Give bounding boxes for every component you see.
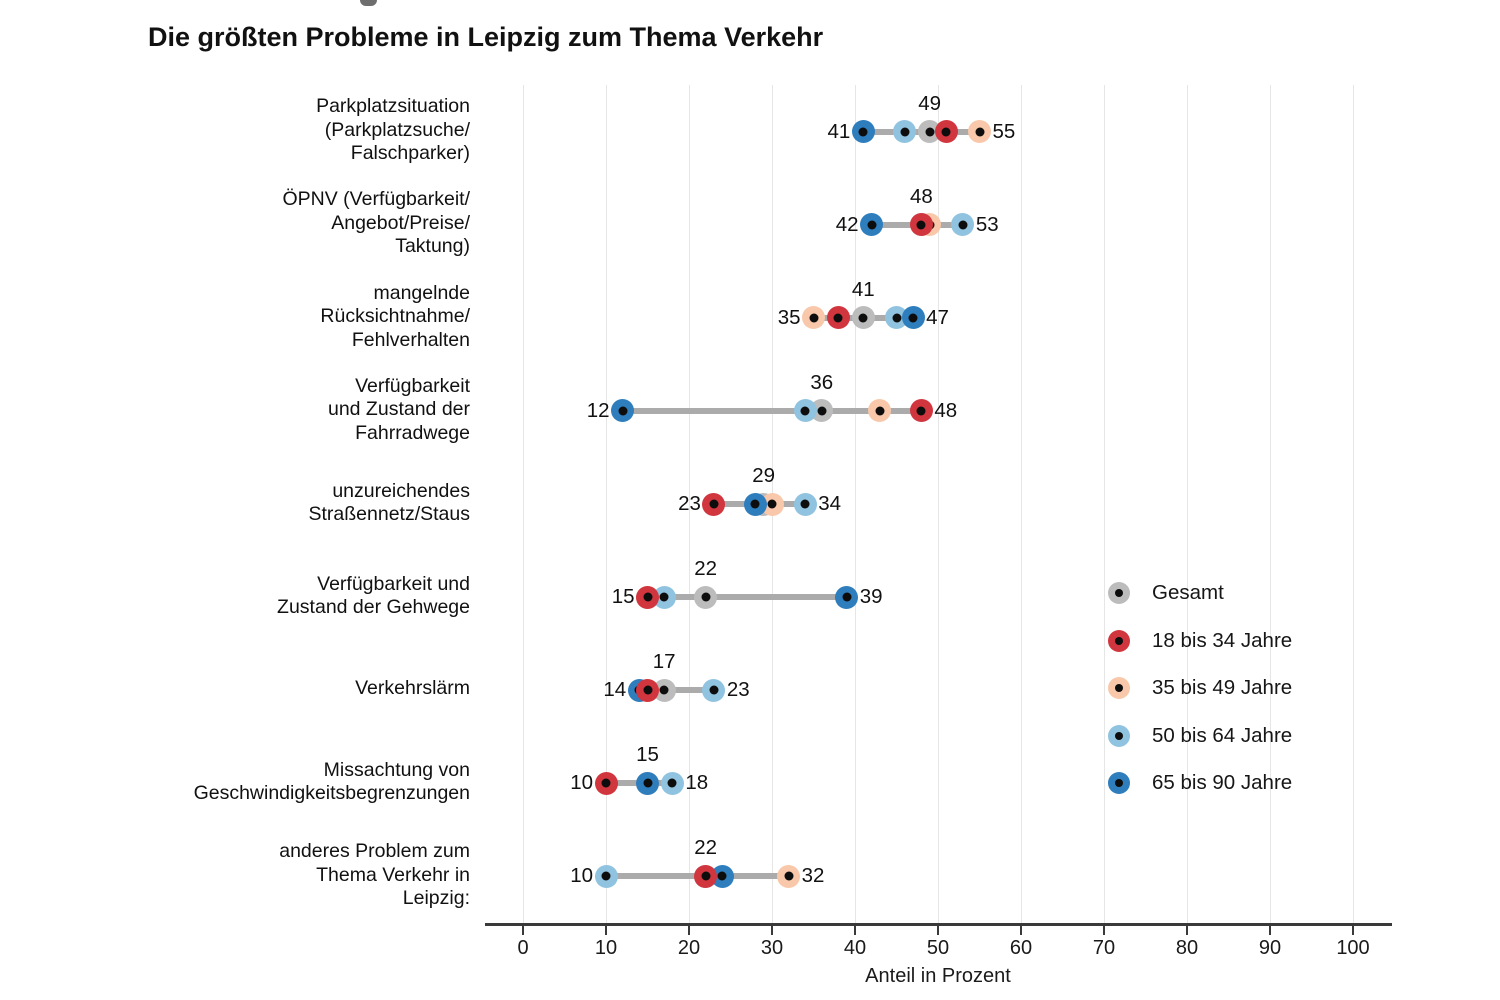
dot-center [709,500,718,509]
dot-center [801,406,810,415]
legend-dot-icon [1108,725,1130,747]
legend-item-a65-90 [1108,768,1328,798]
legend-dot-icon [1108,677,1130,699]
dot-a18-34[interactable] [595,772,618,795]
category-label: Missachtung von Geschwindigkeitsbegrenzungen [193,758,470,805]
x-axis-tick-label: 40 [843,937,867,959]
x-axis-tick [937,926,939,935]
value-label-gesamt: 49 [918,91,942,115]
value-label-max: 18 [685,771,709,795]
category-label: Verfügbarkeit und Zustand der Fahrradwege [327,374,470,444]
value-label-gesamt: 22 [694,836,717,860]
value-label-gesamt: 41 [851,277,875,301]
dot-center [784,872,793,881]
x-axis-label: Anteil in Prozent [865,965,1011,987]
legend-dot-center [1115,732,1123,740]
x-axis-tick [1020,926,1022,935]
dot-center [867,220,876,229]
dot-a50-64[interactable] [794,399,817,422]
x-axis-tick [771,926,773,935]
dot-a65-90[interactable] [902,306,925,329]
dot-a50-64[interactable] [702,679,725,702]
dot-center [909,313,918,322]
dot-center [643,686,652,695]
legend-item-gesamt [1108,578,1328,608]
dot-center [875,406,884,415]
dot-center [668,779,677,788]
value-label-min: 35 [777,305,801,329]
dot-center [751,500,760,509]
dot-center [701,872,710,881]
x-gridline [523,85,524,923]
chart-title: Die größten Probleme in Leipzig zum Thema Verkehr [148,22,824,52]
value-label-gesamt: 29 [752,464,776,487]
dot-a18-34[interactable] [935,120,958,143]
legend-item-a50-64 [1108,721,1328,751]
value-label-max: 48 [934,398,958,422]
x-axis-tick [1352,926,1354,935]
dot-center [643,593,652,602]
dot-a50-64[interactable] [794,493,817,516]
dot-center [842,593,851,602]
x-axis-tick-label: 0 [517,937,529,959]
x-axis-tick-label: 60 [1009,937,1033,959]
dot-a65-90[interactable] [636,772,659,795]
dot-center [925,127,934,136]
value-label-min: 42 [835,212,859,236]
value-label-gesamt: 17 [652,650,676,674]
legend-item-a18-34 [1108,626,1328,656]
dot-a18-34[interactable] [702,493,725,516]
legend-dot-icon [1108,630,1130,652]
dot-center [801,500,810,509]
value-label-max: 39 [859,585,883,609]
legend-label: 50 bis 64 Jahre [1152,723,1293,747]
dot-center [809,313,818,322]
value-label-min: 14 [603,678,627,702]
x-axis-tick-label: 90 [1258,937,1282,959]
x-axis-tick [522,926,524,935]
value-label-max: 34 [818,492,841,515]
dot-a65-90[interactable] [744,493,767,516]
dot-center [834,313,843,322]
x-gridline [1104,85,1105,923]
dot-center [900,127,909,136]
dot-a50-64[interactable] [893,120,916,143]
legend-dot-center [1115,589,1123,597]
x-gridline [1353,85,1354,923]
legend-label: Gesamt [1152,581,1224,604]
dot-center [917,406,926,415]
dot-center [718,872,727,881]
value-label-min: 23 [678,492,701,515]
value-label-max: 32 [801,864,825,888]
x-gridline [1021,85,1022,923]
dot-center [975,127,984,136]
dot-a18-34[interactable] [636,586,659,609]
dot-center [602,779,611,788]
value-label-gesamt: 22 [694,557,717,581]
dot-a65-90[interactable] [611,399,634,422]
legend-label: 35 bis 49 Jahre [1152,676,1293,699]
x-gridline [855,85,856,923]
value-label-max: 47 [926,305,949,329]
dot-a18-34[interactable] [694,865,717,888]
category-label: Verkehrslärm [355,677,470,700]
value-label-max: 23 [726,678,750,702]
dot-a18-34[interactable] [827,306,850,329]
value-label-min: 12 [586,398,610,422]
dot-gesamt[interactable] [694,586,717,609]
dot-center [701,593,710,602]
legend-item-a35-49 [1108,673,1328,703]
x-axis-tick [1186,926,1188,935]
dot-center [660,593,669,602]
dot-a18-34[interactable] [636,679,659,702]
dot-center [942,127,951,136]
dot-center [618,406,627,415]
x-axis-tick [1103,926,1105,935]
dot-a65-90[interactable] [835,586,858,609]
dot-center [660,686,669,695]
dot-center [958,220,967,229]
dot-a50-64[interactable] [951,213,974,236]
dot-a35-49[interactable] [968,120,991,143]
dot-a18-34[interactable] [910,213,933,236]
legend-dot-icon [1108,772,1130,794]
category-label: anderes Problem zum Thema Verkehr in Leipzig: [279,840,470,910]
dot-a50-64[interactable] [595,865,618,888]
dot-center [892,313,901,322]
category-label: ÖPNV (Verfügbarkeit/ Angebot/Preise/ Taktung) [282,188,470,258]
x-gridline [938,85,939,923]
value-label-gesamt: 36 [810,370,834,394]
x-axis-tick [854,926,856,935]
x-axis-tick [605,926,607,935]
legend-dot-icon [1108,582,1130,604]
x-axis-tick [1269,926,1271,935]
dot-a35-49[interactable] [777,865,800,888]
dot-a65-90[interactable] [860,213,883,236]
dot-a65-90[interactable] [852,120,875,143]
dot-center [859,313,868,322]
legend-dot-center [1115,684,1123,692]
dot-a35-49[interactable] [802,306,825,329]
value-label-max: 53 [975,212,999,236]
dot-a35-49[interactable] [868,399,891,422]
category-label: Verfügbarkeit und Zustand der Gehwege [277,572,470,619]
category-label: mangelnde Rücksichtnahme/ Fehlverhalten [320,281,470,351]
value-label-max: 55 [992,119,1016,143]
dot-gesamt[interactable] [852,306,875,329]
x-gridline [606,85,607,923]
x-axis-tick [688,926,690,935]
dot-center [643,779,652,788]
x-axis-tick-label: 10 [594,937,618,959]
x-axis-tick-label: 30 [760,937,784,959]
x-axis-tick-label: 80 [1175,937,1199,959]
value-label-min: 41 [827,119,851,143]
value-label-min: 15 [611,585,635,609]
dot-center [602,872,611,881]
dot-a50-64[interactable] [661,772,684,795]
dot-center [859,127,868,136]
x-axis-tick-label: 20 [677,937,701,959]
x-axis-tick-label: 100 [1336,937,1370,959]
category-label: unzureichendes Straßennetz/Staus [308,479,470,525]
value-label-gesamt: 15 [636,743,659,767]
dot-center [917,220,926,229]
value-label-gesamt: 48 [909,184,933,208]
dot-center [768,500,777,509]
x-axis-tick-label: 50 [926,937,950,959]
value-label-min: 10 [570,771,593,795]
dot-center [817,406,826,415]
category-label: Parkplatzsituation (Parkplatzsuche/ Falschparker) [316,95,470,165]
dot-a18-34[interactable] [910,399,933,422]
legend-label: 65 bis 90 Jahre [1152,771,1293,794]
x-axis-tick-label: 70 [1092,937,1116,959]
legend-dot-center [1115,779,1123,787]
dot-center [709,686,718,695]
dumbbell-line [648,594,847,600]
legend-dot-center [1115,637,1123,645]
value-label-min: 10 [570,864,593,888]
legend-label: 18 bis 34 Jahre [1152,628,1293,652]
